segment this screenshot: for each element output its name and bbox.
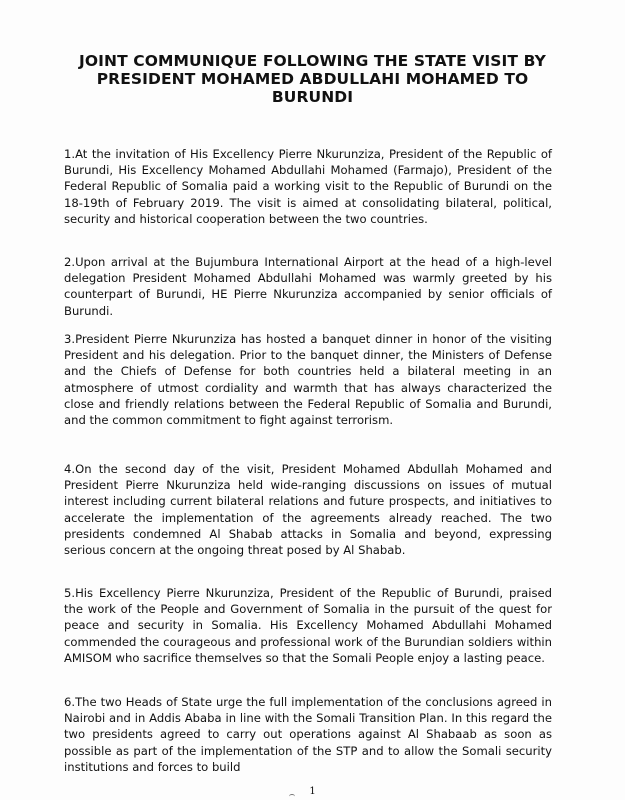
- page-number: 1: [309, 786, 316, 797]
- paragraph-text: Upon arrival at the Bujumbura International Airport at the head of a high-level delegation President Mohamed Abdullahi Mohamed was warmly greeted by his counterpart of Burundi, HE Pierre Nkurunziza accompanied by senior officials of Burundi.: [64, 255, 552, 318]
- paragraph-text: President Pierre Nkurunziza has hosted a banquet dinner in honor of the visiting President and his delegation. Prior to the banquet dinner, the Ministers of Defense and the Chiefs of Defense for both countries held a bilateral meeting in an atmosphere of utmost cordiality and warmth that has always characterized the close and friendly relations between the Federal Republic of Somalia and Burundi, and the common commitment to fight against terrorism.: [64, 332, 552, 428]
- paragraph-text: The two Heads of State urge the full implementation of the conclusions agreed in Nairobi and in Addis Ababa in line with the Somali Transition Plan. In this regard the two presidents agreed to carry out operations against Al Shabaab as soon as possible as part of the implementation of the STP and to allow the Somali security institutions and forces to build: [64, 695, 552, 774]
- paragraph-3: [64, 331, 552, 428]
- paragraph-text: His Excellency Pierre Nkurunziza, President of the Republic of Burundi, praised the work of the People and Government of Somalia in the pursuit of the quest for peace and security in Somalia. His Excellency Mohamed Abdullahi Mohamed commended the courageous and professional work of the Burundian soldiers within AMISOM who sacrifice themselves so that the Somali People enjoy a lasting peace.: [64, 586, 552, 665]
- paragraph-number: 2.: [64, 255, 76, 269]
- paragraph-number: 5.: [64, 586, 76, 600]
- paragraph-text: At the invitation of His Excellency Pierre Nkurunziza, President of the Republic of Burundi, His Excellency Mohamed Abdullahi Mohamed (Farmajo), President of the Federal Republic of Somalia paid a working visit to the Republic of Burundi on the 18-19th of February 2019. The visit is aimed at consolidating bilateral, political, security and historical cooperation between the two countries.: [64, 147, 552, 226]
- paragraph-number: 1.: [64, 147, 76, 161]
- paragraph-number: 6.: [64, 695, 76, 709]
- paragraph-number: 3.: [64, 332, 76, 346]
- paragraph-5: [64, 585, 552, 666]
- paragraph-1: [64, 146, 552, 227]
- paragraph-2: [64, 254, 552, 319]
- paragraph-4: [64, 461, 552, 558]
- paragraph-6: [64, 694, 552, 775]
- document-title: JOINT COMMUNIQUE FOLLOWING THE STATE VISIT BY PRESIDENT MOHAMED ABDULLAHI MOHAMED TO BURUNDI: [79, 52, 546, 106]
- paragraph-text: On the second day of the visit, President Mohamed Abdullah Mohamed and President Pierre Nkurunziza held wide-ranging discussions on issues of mutual interest including current bilateral relations and future prospects, and initiatives to accelerate the implementation of the agreements already reached. The two presidents condemned Al Shabab attacks in Somalia and beyond, expressing serious concern at the ongoing threat posed by Al Shabab.: [64, 462, 552, 558]
- paragraph-number: 4.: [64, 462, 76, 476]
